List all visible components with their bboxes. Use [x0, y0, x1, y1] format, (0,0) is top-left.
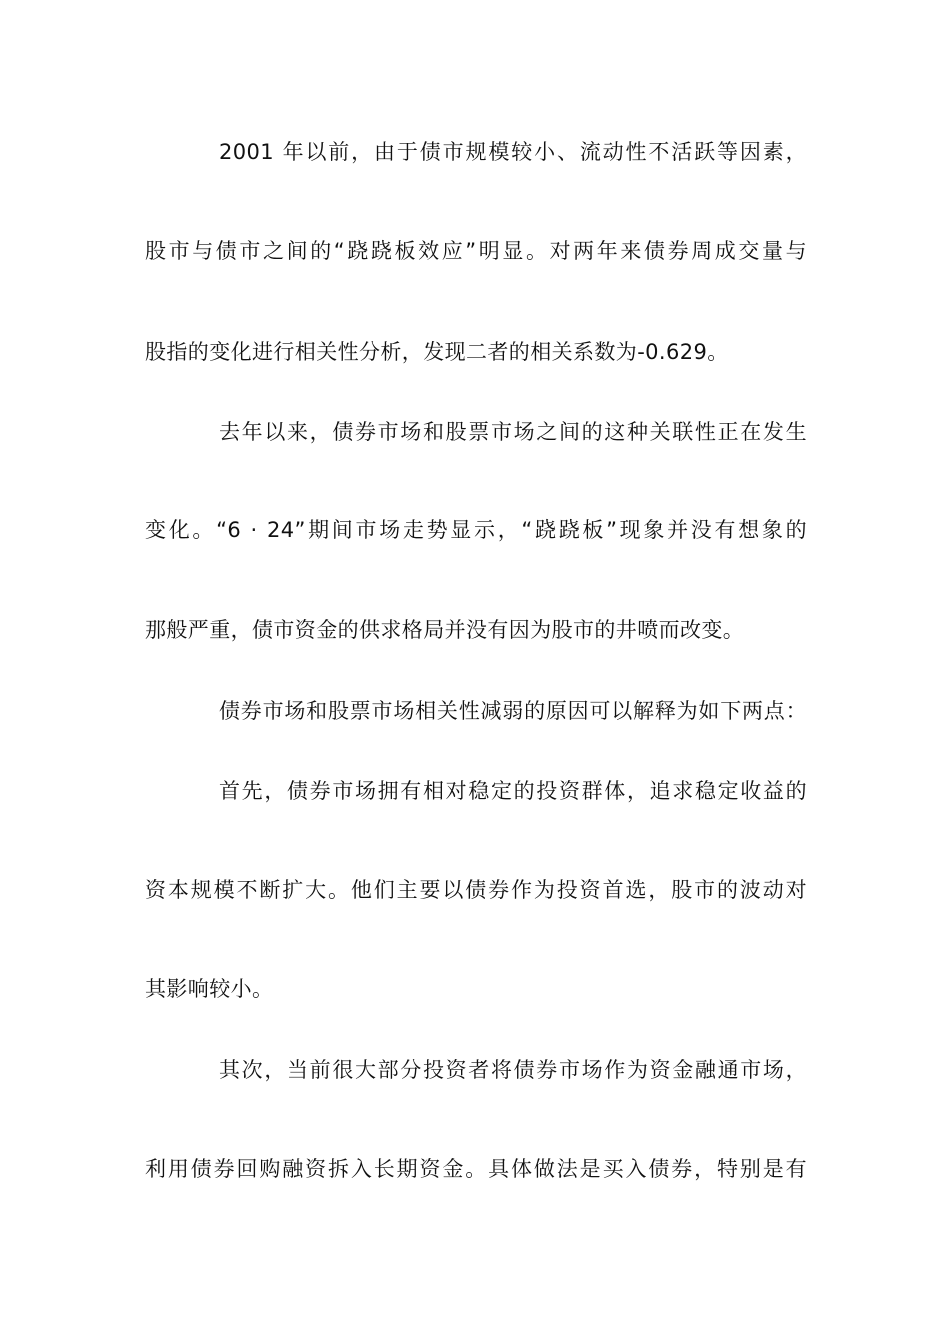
paragraph-5-line-2: 利用债券回购融资拆入长期资金。具体做法是买入债券，特别是有	[145, 1157, 807, 1181]
paragraph-2-line-1: 去年以来，债券市场和股票市场之间的这种关联性正在发生	[219, 420, 807, 444]
paragraph-4-line-2: 资本规模不断扩大。他们主要以债券作为投资首选，股市的波动对	[145, 878, 807, 902]
paragraph-4-line-3: 其影响较小。	[145, 977, 274, 1001]
paragraph-2-line-3: 那般严重，债市资金的供求格局并没有因为股市的井喷而改变。	[145, 618, 745, 642]
paragraph-1-line-3: 股指的变化进行相关性分析，发现二者的相关系数为-0.629。	[145, 340, 729, 364]
paragraph-4-line-1: 首先，债券市场拥有相对稳定的投资群体，追求稳定收益的	[219, 779, 807, 803]
paragraph-2-line-2: 变化。“6 · 24”期间市场走势显示，“跷跷板”现象并没有想象的	[145, 518, 807, 542]
paragraph-3-line-1: 债券市场和股票市场相关性减弱的原因可以解释为如下两点：	[219, 699, 807, 723]
paragraph-1-line-1: 2001 年以前，由于债市规模较小、流动性不活跃等因素，	[219, 140, 807, 164]
paragraph-1-line-2: 股市与债市之间的“跷跷板效应”明显。对两年来债券周成交量与	[145, 239, 807, 263]
paragraph-5-line-1: 其次，当前很大部分投资者将债券市场作为资金融通市场，	[219, 1058, 807, 1082]
